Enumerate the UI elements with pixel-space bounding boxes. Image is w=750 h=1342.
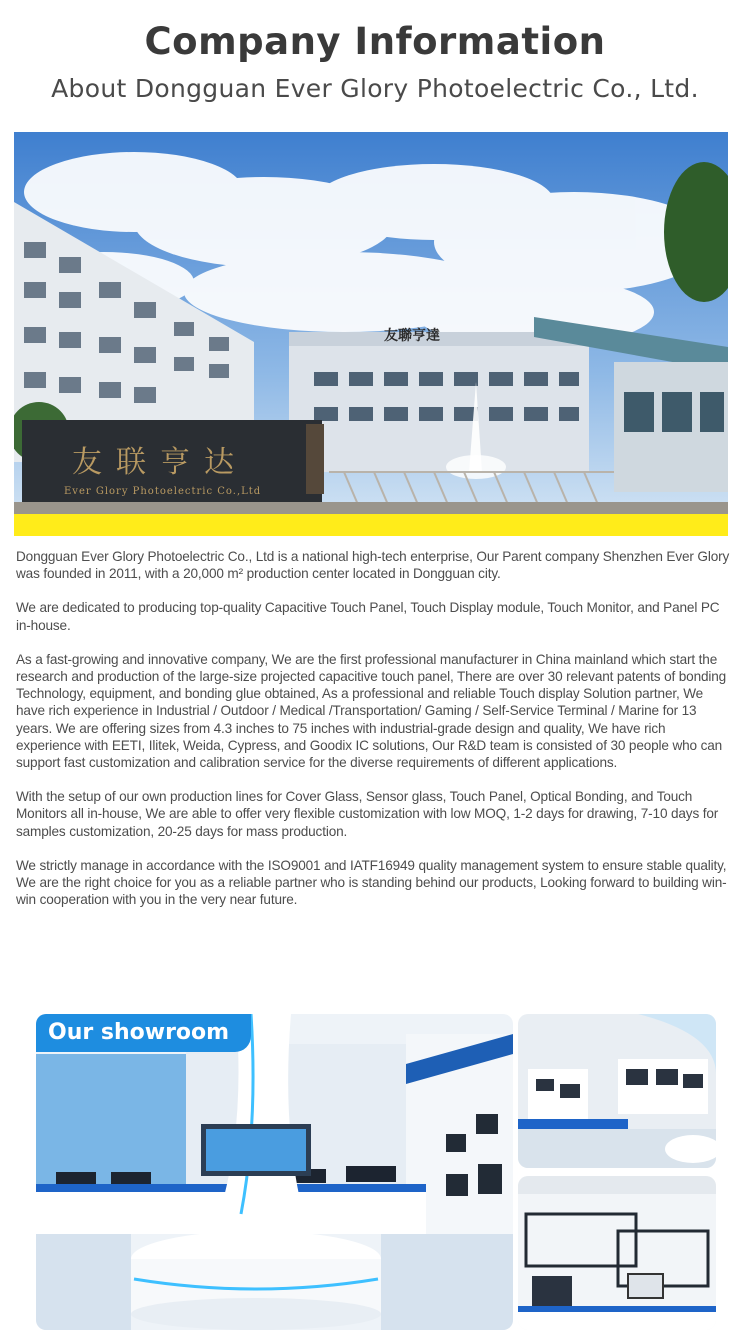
paragraph: We strictly manage in accordance with the ISO9001 and IATF16949 quality management system to ensure stable quality, We are the right choice for you as a reliable partner who is standing behind our products, Looking forward to building win-win cooperation with you in the very near future. bbox=[16, 857, 727, 908]
factory-photo bbox=[14, 132, 728, 536]
svg-text:友联亨达: 友联亨达 bbox=[72, 445, 248, 480]
paragraph: With the setup of our own production lines for Cover Glass, Sensor glass, Touch Panel, Optical Bonding, and Touch Monitors all in-house, We are able to offer very flexible customization with low MOQ, 1-2 days for drawing, 7-10 days for samples customization, 20-25 days for mass production. bbox=[16, 789, 719, 839]
stone-sign bbox=[22, 420, 324, 502]
page-subtitle: About Dongguan Ever Glory Photoelectric Co., Ltd. bbox=[51, 74, 699, 103]
paragraph: We are dedicated to producing top-quality Capacitive Touch Panel, Touch Display module, Touch Monitor, and Panel PC in-house. bbox=[16, 600, 720, 633]
building-sign: 友聯亨達 bbox=[384, 328, 440, 344]
paragraph: Dongguan Ever Glory Photoelectric Co., Ltd is a national high-tech enterprise, Our Parent company Shenzhen Ever Glory was founded in 2011, with a 20,000 m² production center located in Dongguan city. bbox=[16, 549, 730, 582]
svg-text:Ever Glory Photoelectric Co.,L: Ever Glory Photoelectric Co.,Ltd bbox=[64, 486, 262, 497]
showroom-illustration bbox=[36, 1014, 513, 1330]
showroom-label: Our showroom bbox=[36, 1014, 251, 1052]
showroom-gallery bbox=[36, 1014, 716, 1330]
factory-illustration bbox=[14, 132, 728, 536]
showroom-photo-2 bbox=[518, 1014, 716, 1168]
company-description bbox=[16, 548, 730, 925]
hero-accent-stripe bbox=[14, 514, 728, 536]
page-title: Company Information bbox=[144, 20, 606, 63]
paragraph: As a fast-growing and innovative company, We are the first professional manufacturer in China mainland which start the research and production of the large-size projected capacitive touch panel, There are over 30 relevant patents of bonding Technology, equipment, and bonding glue obtained, As a professional and reliable Touch display Solution partner, We have rich experience in Industrial / Outdoor / Medical /Transportation/ Gaming / Self-Service Terminal / Marine for 13 years. We are offering sizes from 4.3 inches to 75 inches with industrial-grade design and quality, We have rich experience with EETI, Ilitek, Weida, Cypress, and Goodix IC solutions, Our R&D team is consisted of 30 people who can support fast customization and calibration service for the diverse requirements of different applications. bbox=[16, 651, 727, 771]
showroom-main-photo bbox=[36, 1014, 513, 1330]
center-building bbox=[289, 332, 589, 472]
showroom-photo-3 bbox=[518, 1176, 716, 1330]
